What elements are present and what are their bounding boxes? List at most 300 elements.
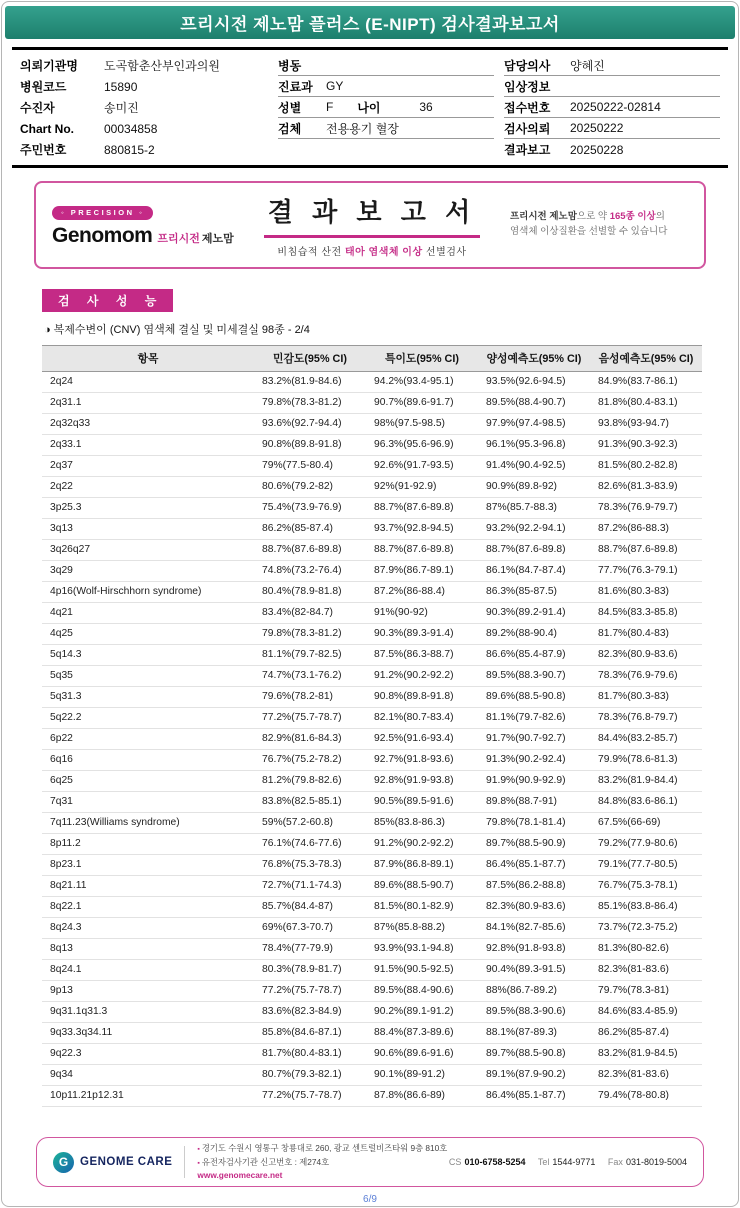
info-field (278, 118, 494, 139)
patient-info-col1 (20, 55, 268, 160)
value-cell: 59%(57.2-60.8) (254, 813, 366, 834)
field-label: 병원코드 (20, 80, 67, 94)
table-row (42, 708, 702, 729)
item-cell: 9q22.3 (42, 1044, 254, 1065)
info-field (504, 55, 720, 76)
field-label: 검체 (278, 121, 302, 136)
value-cell: 82.1%(80.7-83.4) (366, 708, 478, 729)
company-address: ▪ 경기도 수원시 영통구 창룡대로 260, 광교 센트럴비즈타워 9층 810호 (197, 1142, 447, 1156)
table-row (42, 372, 702, 393)
item-cell: 3p25.3 (42, 498, 254, 519)
license-number: ▪ 유전자검사기관 신고번호 : 제274호 (197, 1156, 447, 1170)
value-cell: 86.4%(85.1-87.7) (478, 855, 590, 876)
value-cell: 86.1%(84.7-87.4) (478, 561, 590, 582)
value-cell: 88.1%(87-89.3) (478, 1023, 590, 1044)
value-cell: 79.9%(78.6-81.3) (590, 750, 702, 771)
value-cell: 76.8%(75.3-78.3) (254, 855, 366, 876)
table-row (42, 771, 702, 792)
table-row (42, 477, 702, 498)
brand-line (52, 224, 234, 248)
value-cell: 85.1%(83.8-86.4) (590, 897, 702, 918)
item-cell: 8q13 (42, 939, 254, 960)
table-row (42, 855, 702, 876)
value-cell: 79.4%(78-80.8) (590, 1086, 702, 1107)
value-cell: 79.1%(77.7-80.5) (590, 855, 702, 876)
table-row (42, 645, 702, 666)
note-text: 의 (655, 211, 665, 223)
subtitle-accent-text: 태아 염색체 이상 (344, 247, 423, 258)
value-cell: 91.5%(90.5-92.5) (366, 960, 478, 981)
value-cell: 81.7%(80.4-83) (590, 624, 702, 645)
precision-badge: ◦ PRECISION ◦ (52, 206, 153, 220)
column-header: 민감도(95% CI) (254, 346, 366, 372)
info-field (278, 55, 494, 76)
table-row (42, 498, 702, 519)
value-cell: 78.3%(76.9-79.7) (590, 498, 702, 519)
item-cell: 6q25 (42, 771, 254, 792)
value-cell: 76.7%(75.3-78.1) (590, 876, 702, 897)
field-label: 수진자 (20, 101, 55, 115)
performance-table (42, 345, 702, 1107)
value-cell: 85.7%(84.4-87) (254, 897, 366, 918)
table-row (42, 603, 702, 624)
info-field (20, 118, 268, 139)
value-cell: 82.3%(80.9-83.6) (478, 897, 590, 918)
value-cell: 79.8%(78.3-81.2) (254, 393, 366, 414)
page-number: 6/9 (363, 1194, 377, 1205)
column-header: 항목 (42, 346, 254, 372)
table-row (42, 1023, 702, 1044)
info-field (20, 97, 268, 118)
value-cell: 89.7%(88.5-90.9) (478, 834, 590, 855)
table-row (42, 939, 702, 960)
value-cell: 93.8%(93-94.7) (590, 414, 702, 435)
table-row (42, 729, 702, 750)
value-cell: 75.4%(73.9-76.9) (254, 498, 366, 519)
table-row (42, 519, 702, 540)
table-row (42, 897, 702, 918)
subtitle-text: 비침습적 산전 (277, 247, 345, 258)
value-cell: 74.8%(73.2-76.4) (254, 561, 366, 582)
value-cell: 91.9%(90.9-92.9) (478, 771, 590, 792)
value-cell: 79%(77.5-80.4) (254, 456, 366, 477)
table-row (42, 876, 702, 897)
value-cell: 89.6%(88.5-90.8) (478, 687, 590, 708)
table-row (42, 414, 702, 435)
performance-table-body (42, 372, 702, 1107)
item-cell: 2q24 (42, 372, 254, 393)
field-label: 진료과 (278, 79, 313, 94)
column-header: 양성예측도(95% CI) (478, 346, 590, 372)
table-row (42, 750, 702, 771)
value-cell: 90.4%(89.3-91.5) (478, 960, 590, 981)
value-cell: 96.3%(95.6-96.9) (366, 435, 478, 456)
value-cell: 87%(85.8-88.2) (366, 918, 478, 939)
table-row (42, 792, 702, 813)
value-cell: 87.9%(86.7-89.1) (366, 561, 478, 582)
brand-name-kr: 제노맘 (201, 233, 234, 245)
value-cell: 96.1%(95.3-96.8) (478, 435, 590, 456)
value-cell: 86.6%(85.4-87.9) (478, 645, 590, 666)
value-cell: 79.6%(78.2-81) (254, 687, 366, 708)
table-row (42, 1002, 702, 1023)
half-circle-icon: ◑ (44, 324, 51, 336)
cs-number: 010-6758-5254 (464, 1157, 526, 1167)
report-subtitle (242, 243, 502, 258)
table-row (42, 540, 702, 561)
value-cell: 91.7%(90.7-92.7) (478, 729, 590, 750)
patient-info-col3 (504, 55, 720, 160)
table-row (42, 456, 702, 477)
value-cell: 78.4%(77-79.9) (254, 939, 366, 960)
value-cell: 86.2%(85-87.4) (254, 519, 366, 540)
patient-info-section (12, 47, 728, 168)
value-cell: 90.8%(89.8-91.8) (366, 687, 478, 708)
performance-table-head-row (42, 346, 702, 372)
table-row (42, 624, 702, 645)
value-cell: 85.8%(84.6-87.1) (254, 1023, 366, 1044)
info-field (278, 76, 494, 97)
table-caption (44, 321, 738, 337)
value-cell: 93.9%(93.1-94.8) (366, 939, 478, 960)
table-row (42, 393, 702, 414)
item-cell: 8p23.1 (42, 855, 254, 876)
value-cell: 89.5%(88.3-90.6) (478, 1002, 590, 1023)
value-cell: 91%(90-92) (366, 603, 478, 624)
field-value: 880815-2 (104, 142, 155, 157)
value-cell: 73.7%(72.3-75.2) (590, 918, 702, 939)
value-cell: 93.6%(92.7-94.4) (254, 414, 366, 435)
column-header: 음성예측도(95% CI) (590, 346, 702, 372)
tel-number: 1544-9771 (552, 1157, 596, 1167)
item-cell: 9q33.3q34.11 (42, 1023, 254, 1044)
brand-name-en: Genomom (52, 224, 153, 247)
value-cell: 89.2%(88-90.4) (478, 624, 590, 645)
item-cell: 2q37 (42, 456, 254, 477)
company-website: www.genomecare.net (197, 1170, 283, 1181)
value-cell: 84.8%(83.6-86.1) (590, 792, 702, 813)
field-label: 병동 (278, 58, 302, 73)
footer (36, 1137, 704, 1187)
value-cell: 83.2%(81.9-84.5) (590, 1044, 702, 1065)
item-cell: 9q34 (42, 1065, 254, 1086)
fax-number: 031-8019-5004 (625, 1157, 687, 1167)
table-caption-text: 복제수변이 (CNV) 염색체 결실 및 미세결실 98종 - 2/4 (53, 324, 310, 336)
value-cell: 91.3%(90.2-92.4) (478, 750, 590, 771)
report-title: 프리시전 제노맘 플러스 (E-NIPT) 검사결과보고서 (180, 15, 560, 34)
value-cell: 80.7%(79.3-82.1) (254, 1065, 366, 1086)
field-value: 도곡함춘산부인과의원 (104, 59, 220, 73)
fax-label: Fax (607, 1157, 623, 1167)
value-cell: 74.7%(73.1-76.2) (254, 666, 366, 687)
value-cell: 97.9%(97.4-98.5) (478, 414, 590, 435)
value-cell: 88.7%(87.6-89.8) (478, 540, 590, 561)
value-cell: 87.5%(86.3-88.7) (366, 645, 478, 666)
value-cell: 83.2%(81.9-84.4) (590, 771, 702, 792)
value-cell: 81.1%(79.7-82.6) (478, 708, 590, 729)
value-cell: 81.6%(80.3-83) (590, 582, 702, 603)
value-cell: 87.9%(86.8-89.1) (366, 855, 478, 876)
field-value: 00034858 (104, 121, 158, 136)
value-cell: 90.8%(89.8-91.8) (254, 435, 366, 456)
report-note (510, 210, 688, 239)
value-cell: 90.3%(89.3-91.4) (366, 624, 478, 645)
value-cell: 78.3%(76.9-79.6) (590, 666, 702, 687)
table-row (42, 666, 702, 687)
footer-divider (184, 1146, 185, 1178)
value-cell: 90.3%(89.2-91.4) (478, 603, 590, 624)
field-value: F (326, 100, 334, 114)
value-cell: 88.7%(87.6-89.8) (366, 498, 478, 519)
value-cell: 84.5%(83.3-85.8) (590, 603, 702, 624)
item-cell: 4q25 (42, 624, 254, 645)
value-cell: 78.3%(76.8-79.7) (590, 708, 702, 729)
value-cell: 81.2%(79.8-82.6) (254, 771, 366, 792)
item-cell: 5q35 (42, 666, 254, 687)
field-label: 성별 (278, 100, 302, 115)
value-cell: 89.5%(88.4-90.7) (478, 393, 590, 414)
report-page (1, 1, 739, 1207)
note-text: 염색체 이상질환을 선별할 수 있습니다 (510, 226, 668, 237)
value-cell: 90.7%(89.6-91.7) (366, 393, 478, 414)
value-cell: 93.2%(92.2-94.1) (478, 519, 590, 540)
value-cell: 82.3%(81-83.6) (590, 960, 702, 981)
value-cell: 89.1%(87.9-90.2) (478, 1065, 590, 1086)
value-cell: 72.7%(71.1-74.3) (254, 876, 366, 897)
info-field (504, 118, 720, 139)
report-heading: 결 과 보 고 서 (264, 192, 480, 238)
field-label: 나이 (357, 100, 381, 115)
value-cell: 92.8%(91.9-93.8) (366, 771, 478, 792)
value-cell: 88%(86.7-89.2) (478, 981, 590, 1002)
value-cell: 91.4%(90.4-92.5) (478, 456, 590, 477)
field-value: 20250222-02814 (570, 100, 661, 114)
value-cell: 82.3%(81-83.6) (590, 1065, 702, 1086)
value-cell: 86.3%(85-87.5) (478, 582, 590, 603)
value-cell: 83.4%(82-84.7) (254, 603, 366, 624)
item-cell: 7q31 (42, 792, 254, 813)
value-cell: 77.2%(75.7-78.7) (254, 708, 366, 729)
table-row (42, 834, 702, 855)
value-cell: 91.3%(90.3-92.3) (590, 435, 702, 456)
value-cell: 86.2%(85-87.4) (590, 1023, 702, 1044)
table-row (42, 687, 702, 708)
item-cell: 2q31.1 (42, 393, 254, 414)
value-cell: 84.1%(82.7-85.6) (478, 918, 590, 939)
value-cell: 88.7%(87.6-89.8) (366, 540, 478, 561)
item-cell: 3q29 (42, 561, 254, 582)
patient-info-col2 (278, 55, 494, 160)
value-cell: 82.6%(81.3-83.9) (590, 477, 702, 498)
value-cell: 77.2%(75.7-78.7) (254, 1086, 366, 1107)
value-cell: 83.6%(82.3-84.9) (254, 1002, 366, 1023)
report-title-bar (5, 6, 735, 39)
value-cell: 81.7%(80.4-83.1) (254, 1044, 366, 1065)
value-cell: 92.5%(91.6-93.4) (366, 729, 478, 750)
value-cell: 89.5%(88.3-90.7) (478, 666, 590, 687)
value-cell: 81.1%(79.7-82.5) (254, 645, 366, 666)
section-label-performance: 검 사 성 능 (42, 289, 173, 312)
info-field (278, 97, 494, 118)
value-cell: 91.2%(90.2-92.2) (366, 834, 478, 855)
info-field-empty (278, 139, 494, 160)
value-cell: 83.2%(81.9-84.6) (254, 372, 366, 393)
field-value: 20250228 (570, 142, 624, 157)
value-cell: 77.7%(76.3-79.1) (590, 561, 702, 582)
info-field (504, 76, 720, 97)
table-row (42, 981, 702, 1002)
value-cell: 93.7%(92.8-94.5) (366, 519, 478, 540)
value-cell: 92.7%(91.8-93.6) (366, 750, 478, 771)
info-field (20, 139, 268, 160)
item-cell: 8q22.1 (42, 897, 254, 918)
item-cell: 8p11.2 (42, 834, 254, 855)
report-heading-block (242, 192, 502, 258)
note-brand-text: 프리시전 제노맘 (510, 211, 577, 223)
info-field (20, 76, 268, 97)
value-cell: 87.2%(86-88.4) (366, 582, 478, 603)
field-label: 결과보고 (504, 143, 551, 157)
item-cell: 9p13 (42, 981, 254, 1002)
value-cell: 85%(83.8-86.3) (366, 813, 478, 834)
value-cell: 89.8%(88.7-91) (478, 792, 590, 813)
value-cell: 98%(97.5-98.5) (366, 414, 478, 435)
result-report-header (34, 181, 706, 269)
value-cell: 69%(67.3-70.7) (254, 918, 366, 939)
item-cell: 4p16(Wolf-Hirschhorn syndrome) (42, 582, 254, 603)
value-cell: 79.8%(78.3-81.2) (254, 624, 366, 645)
field-label: 주민번호 (20, 143, 67, 157)
value-cell: 91.2%(90.2-92.2) (366, 666, 478, 687)
value-cell: 90.2%(89.1-91.2) (366, 1002, 478, 1023)
value-cell: 89.5%(88.4-90.6) (366, 981, 478, 1002)
value-cell: 80.3%(78.9-81.7) (254, 960, 366, 981)
table-row (42, 561, 702, 582)
value-cell: 81.5%(80.2-82.8) (590, 456, 702, 477)
genomom-logo (52, 202, 234, 248)
value-cell: 86.4%(85.1-87.7) (478, 1086, 590, 1107)
value-cell: 92.6%(91.7-93.5) (366, 456, 478, 477)
value-cell: 81.3%(80-82.6) (590, 939, 702, 960)
value-cell: 94.2%(93.4-95.1) (366, 372, 478, 393)
value-cell: 89.6%(88.5-90.7) (366, 876, 478, 897)
value-cell: 92%(91-92.9) (366, 477, 478, 498)
field-value: 전용용기 혈장 (326, 121, 399, 136)
value-cell: 87.2%(86-88.3) (590, 519, 702, 540)
value-cell: 80.4%(78.9-81.8) (254, 582, 366, 603)
contact-info (449, 1157, 687, 1167)
table-row (42, 1086, 702, 1107)
item-cell: 3q26q27 (42, 540, 254, 561)
item-cell: 8q24.3 (42, 918, 254, 939)
value-cell: 80.6%(79.2-82) (254, 477, 366, 498)
value-cell: 82.3%(80.9-83.6) (590, 645, 702, 666)
item-cell: 8q24.1 (42, 960, 254, 981)
value-cell: 90.6%(89.6-91.6) (366, 1044, 478, 1065)
item-cell: 4q21 (42, 603, 254, 624)
field-value: 20250222 (570, 121, 624, 135)
value-cell: 83.8%(82.5-85.1) (254, 792, 366, 813)
value-cell: 88.7%(87.6-89.8) (254, 540, 366, 561)
field-label: 의뢰기관명 (20, 59, 78, 73)
value-cell: 81.5%(80.1-82.9) (366, 897, 478, 918)
table-row (42, 1065, 702, 1086)
field-label: 담당의사 (504, 58, 551, 73)
value-cell: 82.9%(81.6-84.3) (254, 729, 366, 750)
value-cell: 89.7%(88.5-90.8) (478, 1044, 590, 1065)
value-cell: 67.5%(66-69) (590, 813, 702, 834)
column-header: 특이도(95% CI) (366, 346, 478, 372)
value-cell: 84.4%(83.2-85.7) (590, 729, 702, 750)
value-cell: 84.9%(83.7-86.1) (590, 372, 702, 393)
value-cell: 79.8%(78.1-81.4) (478, 813, 590, 834)
value-cell: 88.4%(87.3-89.6) (366, 1023, 478, 1044)
note-accent-text: 165종 이상 (609, 211, 656, 223)
item-cell: 9q31.1q31.3 (42, 1002, 254, 1023)
field-label: 접수번호 (504, 100, 551, 115)
company-address-block (197, 1142, 447, 1181)
field-label: 임상정보 (504, 79, 551, 94)
table-row (42, 918, 702, 939)
item-cell: 2q32q33 (42, 414, 254, 435)
value-cell: 81.7%(80.3-83) (590, 687, 702, 708)
value-cell: 88.7%(87.6-89.8) (590, 540, 702, 561)
value-cell: 92.8%(91.8-93.8) (478, 939, 590, 960)
value-cell: 84.6%(83.4-85.9) (590, 1002, 702, 1023)
value-cell: 87.8%(86.6-89) (366, 1086, 478, 1107)
company-name: GENOME CARE (80, 1156, 173, 1168)
value-cell: 76.7%(75.2-78.2) (254, 750, 366, 771)
info-field (20, 55, 268, 76)
genomecare-logo-icon: G (53, 1152, 74, 1173)
item-cell: 2q33.1 (42, 435, 254, 456)
value-cell: 93.5%(92.6-94.5) (478, 372, 590, 393)
tel-label: Tel (537, 1157, 550, 1167)
value-cell: 77.2%(75.7-78.7) (254, 981, 366, 1002)
brand-name-kr-accent: 프리시전 (157, 233, 200, 245)
value-cell: 79.2%(77.9-80.6) (590, 834, 702, 855)
item-cell: 2q22 (42, 477, 254, 498)
item-cell: 8q21.11 (42, 876, 254, 897)
item-cell: 6q16 (42, 750, 254, 771)
value-cell: 87.5%(86.2-88.8) (478, 876, 590, 897)
item-cell: 6p22 (42, 729, 254, 750)
value-cell: 79.7%(78.3-81) (590, 981, 702, 1002)
value-cell: 81.8%(80.4-83.1) (590, 393, 702, 414)
note-text: 으로 약 (576, 211, 610, 223)
item-cell: 10p11.21p12.31 (42, 1086, 254, 1107)
field-value: 송미진 (104, 101, 139, 115)
performance-table-head (42, 346, 702, 372)
field-value: 양혜진 (570, 58, 605, 73)
field-value: 36 (419, 100, 433, 114)
value-cell: 76.1%(74.6-77.6) (254, 834, 366, 855)
subtitle-text: 선별검사 (422, 247, 467, 258)
info-field (504, 139, 720, 160)
field-label: Chart No. (20, 121, 74, 136)
table-row (42, 1044, 702, 1065)
info-field (504, 97, 720, 118)
value-cell: 90.9%(89.8-92) (478, 477, 590, 498)
item-cell: 3q13 (42, 519, 254, 540)
field-label: 검사의뢰 (504, 121, 551, 136)
cs-label: CS (448, 1157, 462, 1167)
field-value: 15890 (104, 79, 138, 94)
item-cell: 5q14.3 (42, 645, 254, 666)
item-cell: 7q11.23(Williams syndrome) (42, 813, 254, 834)
value-cell: 90.5%(89.5-91.6) (366, 792, 478, 813)
table-row (42, 960, 702, 981)
